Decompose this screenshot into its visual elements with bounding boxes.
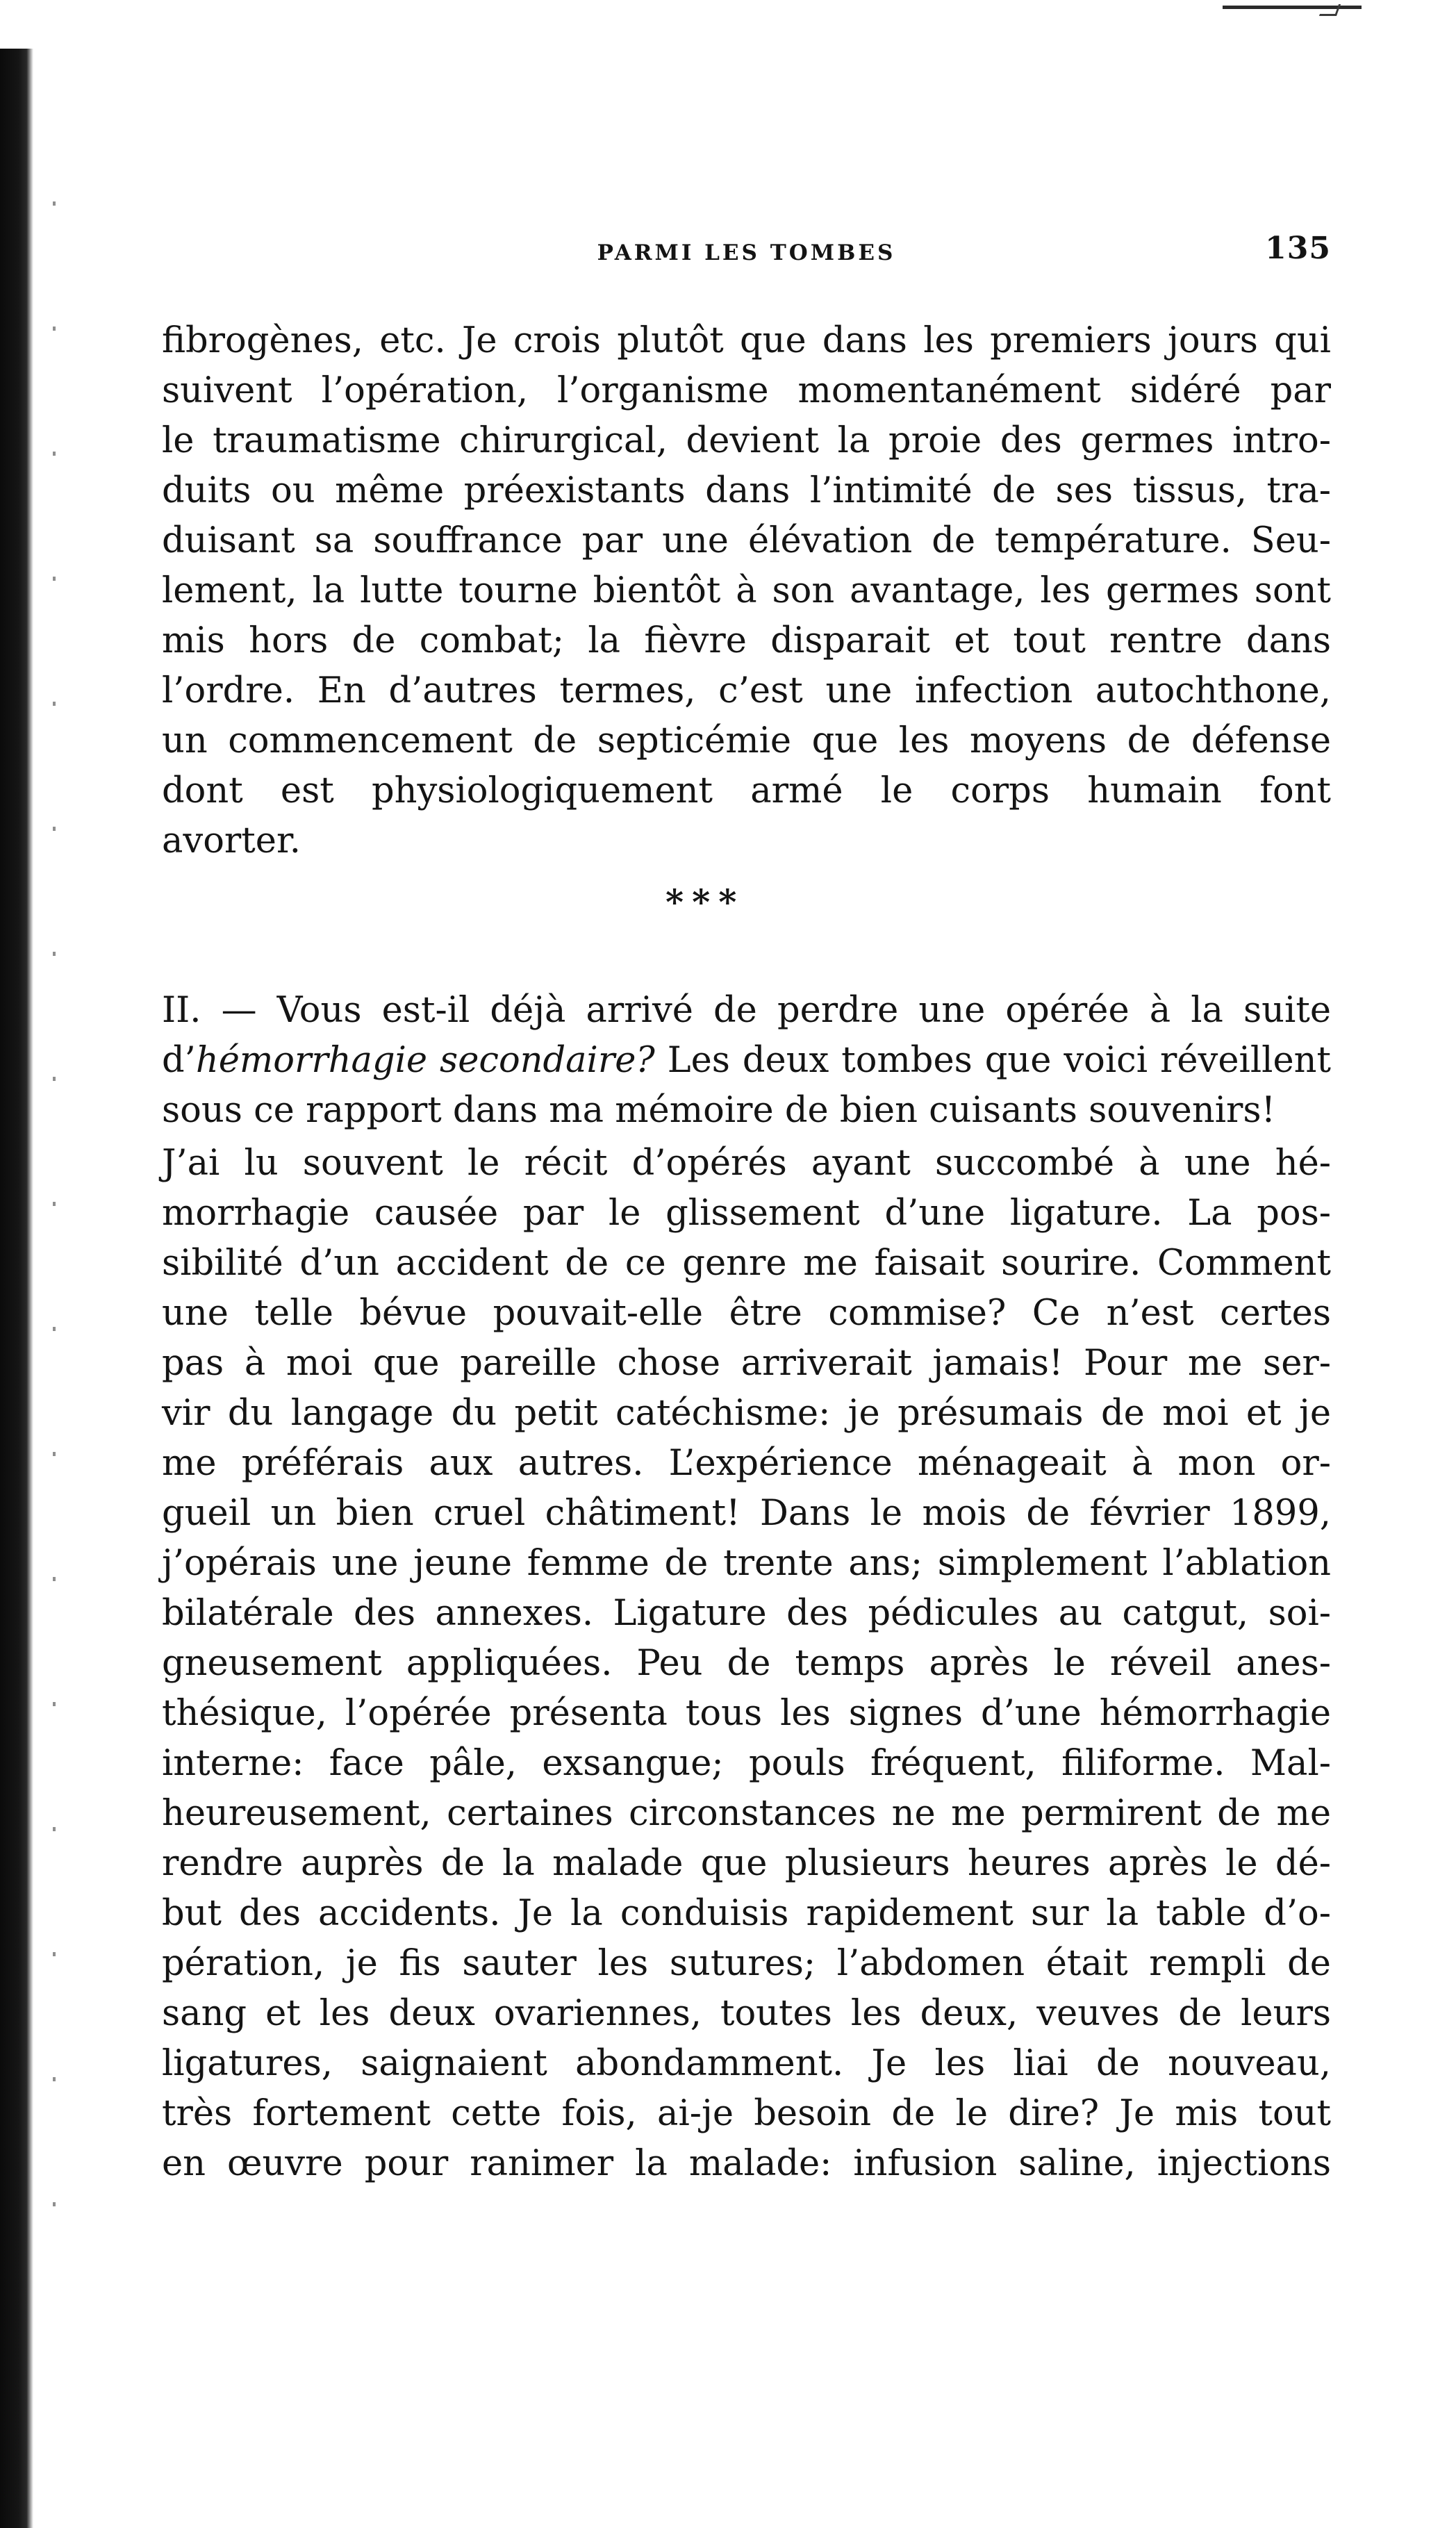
scan-binding-edge bbox=[0, 49, 33, 2528]
text-line: un commencement de septicémie que les moyens de défense bbox=[162, 720, 1331, 761]
text-line: lement, la lutte tourne bientôt à son avantage, les germes sont bbox=[162, 570, 1331, 611]
text-line bbox=[162, 1036, 1331, 1086]
text-line: fibrogènes, etc. Je crois plutôt que dans les premiers jours qui bbox=[162, 320, 1331, 361]
text-line: gueil un bien cruel châtiment! Dans le mois de février 1899, bbox=[162, 1493, 1331, 1534]
running-head-title: PARMI LES TOMBES bbox=[597, 240, 896, 265]
text-line: mis hors de combat; la fièvre disparait et tout rentre dans bbox=[162, 620, 1331, 661]
text-line: heureusement, certaines circonstances ne me permirent de me bbox=[162, 1793, 1331, 1834]
text-line: ligatures, saignaient abondamment. Je les liai de nouveau, bbox=[162, 2043, 1331, 2084]
text-line: sous ce rapport dans ma mémoire de bien cuisants souvenirs! bbox=[162, 1090, 1276, 1131]
text-line: dont est physiologiquement armé le corps humain font bbox=[162, 770, 1331, 811]
text-line: thésique, l’opérée présenta tous les signes d’une hémorrhagie bbox=[162, 1693, 1331, 1734]
text-line: en œuvre pour ranimer la malade: infusion saline, injections bbox=[162, 2143, 1331, 2184]
text-line: pas à moi que pareille chose arriverait jamais! Pour me ser- bbox=[162, 1343, 1331, 1384]
text-line: duits ou même préexistants dans l’intimité de ses tissus, tra- bbox=[162, 470, 1331, 511]
text-line: J’ai lu souvent le récit d’opérés ayant succombé à une hé- bbox=[162, 1143, 1331, 1184]
text-line: j’opérais une jeune femme de trente ans; simplement l’ablation bbox=[162, 1543, 1331, 1584]
section-break bbox=[162, 866, 1331, 986]
text-fragment: Les deux tombes que voici réveillent bbox=[654, 1040, 1331, 1081]
page-number: 135 bbox=[1265, 231, 1331, 266]
scan-top-mark bbox=[1319, 4, 1341, 16]
text-line: me préférais aux autres. L’expérience ménageait à mon or- bbox=[162, 1443, 1331, 1484]
text-line: une telle bévue pouvait-elle être commise? Ce n’est certes bbox=[162, 1293, 1331, 1334]
text-line: duisant sa souffrance par une élévation de température. Seu- bbox=[162, 520, 1331, 561]
body-text bbox=[162, 316, 1331, 2189]
text-line: bilatérale des annexes. Ligature des pédicules au catgut, soi- bbox=[162, 1593, 1331, 1634]
running-head bbox=[162, 231, 1331, 272]
text-line: vir du langage du petit catéchisme: je présumais de moi et je bbox=[162, 1393, 1331, 1434]
text-line: gneusement appliquées. Peu de temps après le réveil anes- bbox=[162, 1643, 1331, 1684]
text-line: morrhagie causée par le glissement d’une ligature. La pos- bbox=[162, 1193, 1331, 1234]
scan-top-rule bbox=[1223, 6, 1362, 9]
text-line: avorter. bbox=[162, 820, 301, 861]
text-line: sang et les deux ovariennes, toutes les deux, veuves de leurs bbox=[162, 1993, 1331, 2034]
text-line: l’ordre. En d’autres termes, c’est une infection autochthone, bbox=[162, 670, 1331, 711]
text-line: but des accidents. Je la conduisis rapidement sur la table d’o- bbox=[162, 1893, 1331, 1934]
asterism: *** bbox=[665, 882, 745, 923]
text-line: sibilité d’un accident de ce genre me faisait sourire. Comment bbox=[162, 1243, 1331, 1284]
text-line: rendre auprès de la malade que plusieurs heures après le dé- bbox=[162, 1843, 1331, 1884]
italic-term: hémorrhagie secondaire? bbox=[195, 1040, 655, 1081]
text-line: très fortement cette fois, ai-je besoin de le dire? Je mis tout bbox=[162, 2093, 1331, 2134]
section-heading-line: II. — Vous est-il déjà arrivé de perdre une opérée à la suite bbox=[162, 990, 1331, 1031]
text-line: pération, je fis sauter les sutures; l’abdomen était rempli de bbox=[162, 1943, 1331, 1984]
text-line: interne: face pâle, exsangue; pouls fréquent, filiforme. Mal- bbox=[162, 1743, 1331, 1784]
text-line: suivent l’opération, l’organisme momentanément sidéré par bbox=[162, 370, 1331, 411]
text-fragment: d’ bbox=[162, 1040, 196, 1081]
text-line: le traumatisme chirurgical, devient la proie des germes intro- bbox=[162, 420, 1331, 461]
